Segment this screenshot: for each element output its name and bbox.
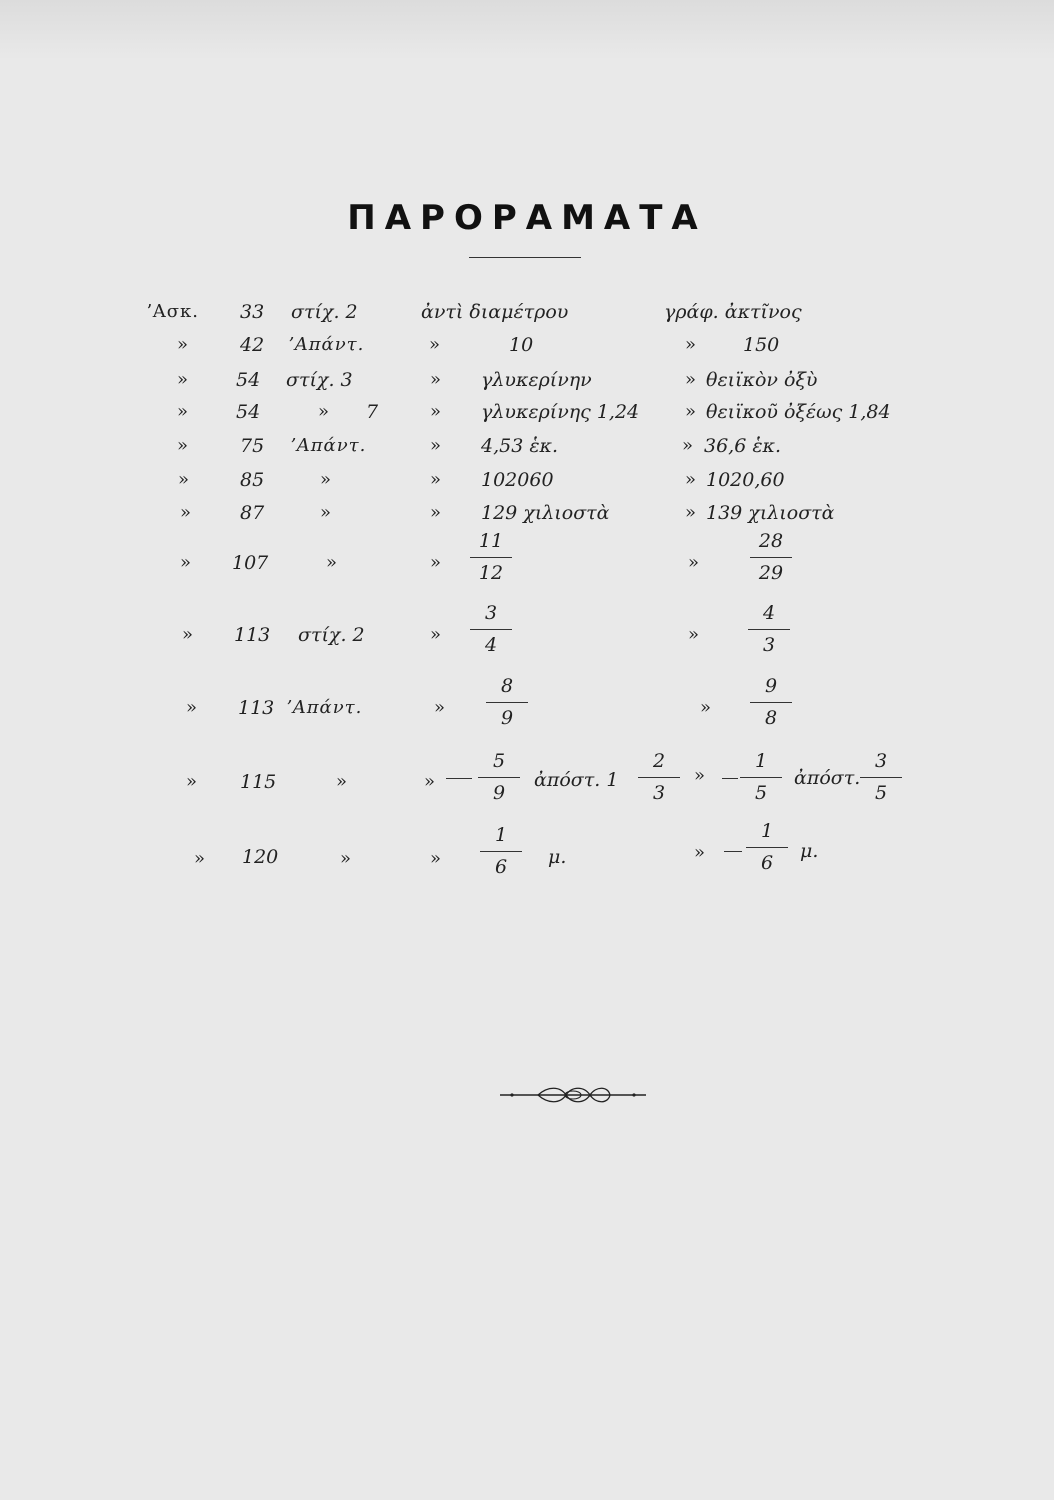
ditto-mark: » xyxy=(682,435,695,456)
fraction-denominator: 4 xyxy=(484,634,498,656)
fraction-numerator: 28 xyxy=(758,530,784,552)
ditto-mark: » xyxy=(430,552,443,573)
ditto-mark: » xyxy=(318,401,331,422)
fraction-bar xyxy=(486,702,528,703)
ditto-mark: » xyxy=(430,502,443,523)
line-reference: στίχ. 2 xyxy=(298,624,365,646)
page-number: 85 xyxy=(240,469,265,491)
line-reference: στίχ. 2 xyxy=(291,301,358,323)
ditto-mark: » xyxy=(177,369,190,390)
erratum-text: γλυκερίνης 1,24 xyxy=(481,401,640,423)
fraction-denominator: 12 xyxy=(478,562,504,584)
correction-text: 150 xyxy=(743,334,780,356)
ditto-mark: » xyxy=(430,624,443,645)
correction-fraction xyxy=(748,675,794,731)
fraction-bar xyxy=(638,777,680,778)
ditto-mark: » xyxy=(320,469,333,490)
fraction-numerator: 8 xyxy=(500,675,514,697)
erratum-text: 102060 xyxy=(481,469,554,491)
fraction-bar xyxy=(470,629,512,630)
fraction-denominator: 3 xyxy=(762,634,776,656)
minus-sign xyxy=(722,778,738,779)
erratum-fraction xyxy=(468,602,514,658)
page-title: ΠΑΡΟΡΑΜΑΤΑ xyxy=(347,198,707,238)
fraction-bar xyxy=(740,777,782,778)
fraction-numerator: 1 xyxy=(494,824,508,846)
erratum-text: γλυκερίνην xyxy=(481,369,592,391)
correction-text: 36,6 ἑκ. xyxy=(704,435,782,457)
page-number: 75 xyxy=(240,435,265,457)
fraction-bar xyxy=(750,557,792,558)
fraction-numerator: 11 xyxy=(478,530,504,552)
ditto-mark: » xyxy=(430,469,443,490)
fraction-denominator: 9 xyxy=(492,782,506,804)
ditto-mark: » xyxy=(180,502,193,523)
ditto-mark: » xyxy=(685,502,698,523)
fraction-numerator: 3 xyxy=(874,750,888,772)
fraction-bar xyxy=(860,777,902,778)
ditto-mark: » xyxy=(685,469,698,490)
erratum-fraction xyxy=(484,675,530,731)
minus-sign xyxy=(724,851,742,852)
exercise-label: ʼΑσκ. xyxy=(146,301,199,322)
erratum-text: 129 χιλιοστὰ xyxy=(481,502,610,524)
ditto-mark: » xyxy=(429,334,442,355)
page-number: 33 xyxy=(240,301,265,323)
erratum-fraction xyxy=(476,750,522,806)
ditto-mark: » xyxy=(700,697,713,718)
erratum-text: ἀπόστ. 1 xyxy=(534,769,619,791)
line-reference: ʼΑπάντ. xyxy=(286,697,363,718)
ditto-mark: » xyxy=(182,624,195,645)
fraction-numerator: 9 xyxy=(764,675,778,697)
fraction-numerator: 4 xyxy=(762,602,776,624)
line-reference: στίχ. 3 xyxy=(286,369,353,391)
page-top-shadow xyxy=(0,0,1054,60)
ornament-divider xyxy=(498,1080,648,1110)
write-text: γράφ. ἀκτῖνος xyxy=(664,301,802,323)
correction-text: 139 χιλιοστὰ xyxy=(706,502,835,524)
fraction-numerator: 5 xyxy=(492,750,506,772)
unit-text: μ. xyxy=(800,840,819,862)
fraction-denominator: 5 xyxy=(754,782,768,804)
ditto-mark: » xyxy=(424,771,437,792)
ditto-mark: » xyxy=(177,334,190,355)
page-number: 54 xyxy=(236,401,261,423)
correction-text: 1020,60 xyxy=(706,469,785,491)
erratum-fraction xyxy=(478,824,524,880)
fraction-bar xyxy=(750,702,792,703)
fraction-denominator: 5 xyxy=(874,782,888,804)
page-number: 87 xyxy=(240,502,265,524)
fraction-denominator: 6 xyxy=(760,852,774,874)
ditto-mark: » xyxy=(434,697,447,718)
correction-text: θειϊκὸν ὀξὺ xyxy=(706,369,818,391)
line-reference: ʼΑπάντ. xyxy=(288,334,365,355)
ditto-mark: » xyxy=(320,502,333,523)
ditto-mark: » xyxy=(430,848,443,869)
erratum-fraction xyxy=(468,530,514,586)
ditto-mark: » xyxy=(177,401,190,422)
line-number: 7 xyxy=(366,401,379,423)
minus-sign xyxy=(446,778,472,779)
ditto-mark: » xyxy=(186,771,199,792)
correction-text: ἀπόστ. xyxy=(794,767,861,789)
page-number: 113 xyxy=(238,697,275,719)
ditto-mark: » xyxy=(178,469,191,490)
erratum-fraction xyxy=(636,750,682,806)
correction-fraction xyxy=(744,820,790,876)
correction-fraction xyxy=(748,530,794,586)
fraction-denominator: 8 xyxy=(764,707,778,729)
fraction-bar xyxy=(478,777,520,778)
correction-text: θειϊκοῦ ὀξέως 1,84 xyxy=(706,401,891,423)
title-underline xyxy=(469,257,581,258)
page-number: 120 xyxy=(242,846,279,868)
ditto-mark: » xyxy=(430,369,443,390)
ditto-mark: » xyxy=(194,848,207,869)
ditto-mark: » xyxy=(326,552,339,573)
ditto-mark: » xyxy=(180,552,193,573)
correction-fraction xyxy=(738,750,784,806)
page-number: 42 xyxy=(240,334,265,356)
fraction-numerator: 1 xyxy=(754,750,768,772)
ditto-mark: » xyxy=(340,848,353,869)
fraction-denominator: 9 xyxy=(500,707,514,729)
fraction-denominator: 3 xyxy=(652,782,666,804)
ditto-mark: » xyxy=(688,552,701,573)
ditto-mark: » xyxy=(685,334,698,355)
ditto-mark: » xyxy=(430,435,443,456)
ditto-mark: » xyxy=(694,765,707,786)
ditto-mark: » xyxy=(685,401,698,422)
fraction-bar xyxy=(748,629,790,630)
ditto-mark: » xyxy=(186,697,199,718)
correction-fraction xyxy=(746,602,792,658)
ditto-mark: » xyxy=(694,842,707,863)
unit-text: μ. xyxy=(548,846,567,868)
page-number: 113 xyxy=(234,624,271,646)
page-number: 115 xyxy=(240,771,277,793)
fraction-denominator: 29 xyxy=(758,562,784,584)
instead-text: ἀντὶ διαμέτρου xyxy=(421,301,569,323)
fraction-bar xyxy=(746,847,788,848)
fraction-bar xyxy=(470,557,512,558)
ditto-mark: » xyxy=(685,369,698,390)
fraction-numerator: 3 xyxy=(484,602,498,624)
page-number: 107 xyxy=(232,552,269,574)
correction-fraction xyxy=(858,750,904,806)
erratum-text: 10 xyxy=(509,334,534,356)
fraction-numerator: 1 xyxy=(760,820,774,842)
fraction-bar xyxy=(480,851,522,852)
line-reference: ʼΑπάντ. xyxy=(290,435,367,456)
ditto-mark: » xyxy=(688,624,701,645)
ditto-mark: » xyxy=(336,771,349,792)
ditto-mark: » xyxy=(430,401,443,422)
ditto-mark: » xyxy=(177,435,190,456)
fraction-numerator: 2 xyxy=(652,750,666,772)
fraction-denominator: 6 xyxy=(494,856,508,878)
erratum-text: 4,53 ἑκ. xyxy=(481,435,559,457)
page-number: 54 xyxy=(236,369,261,391)
